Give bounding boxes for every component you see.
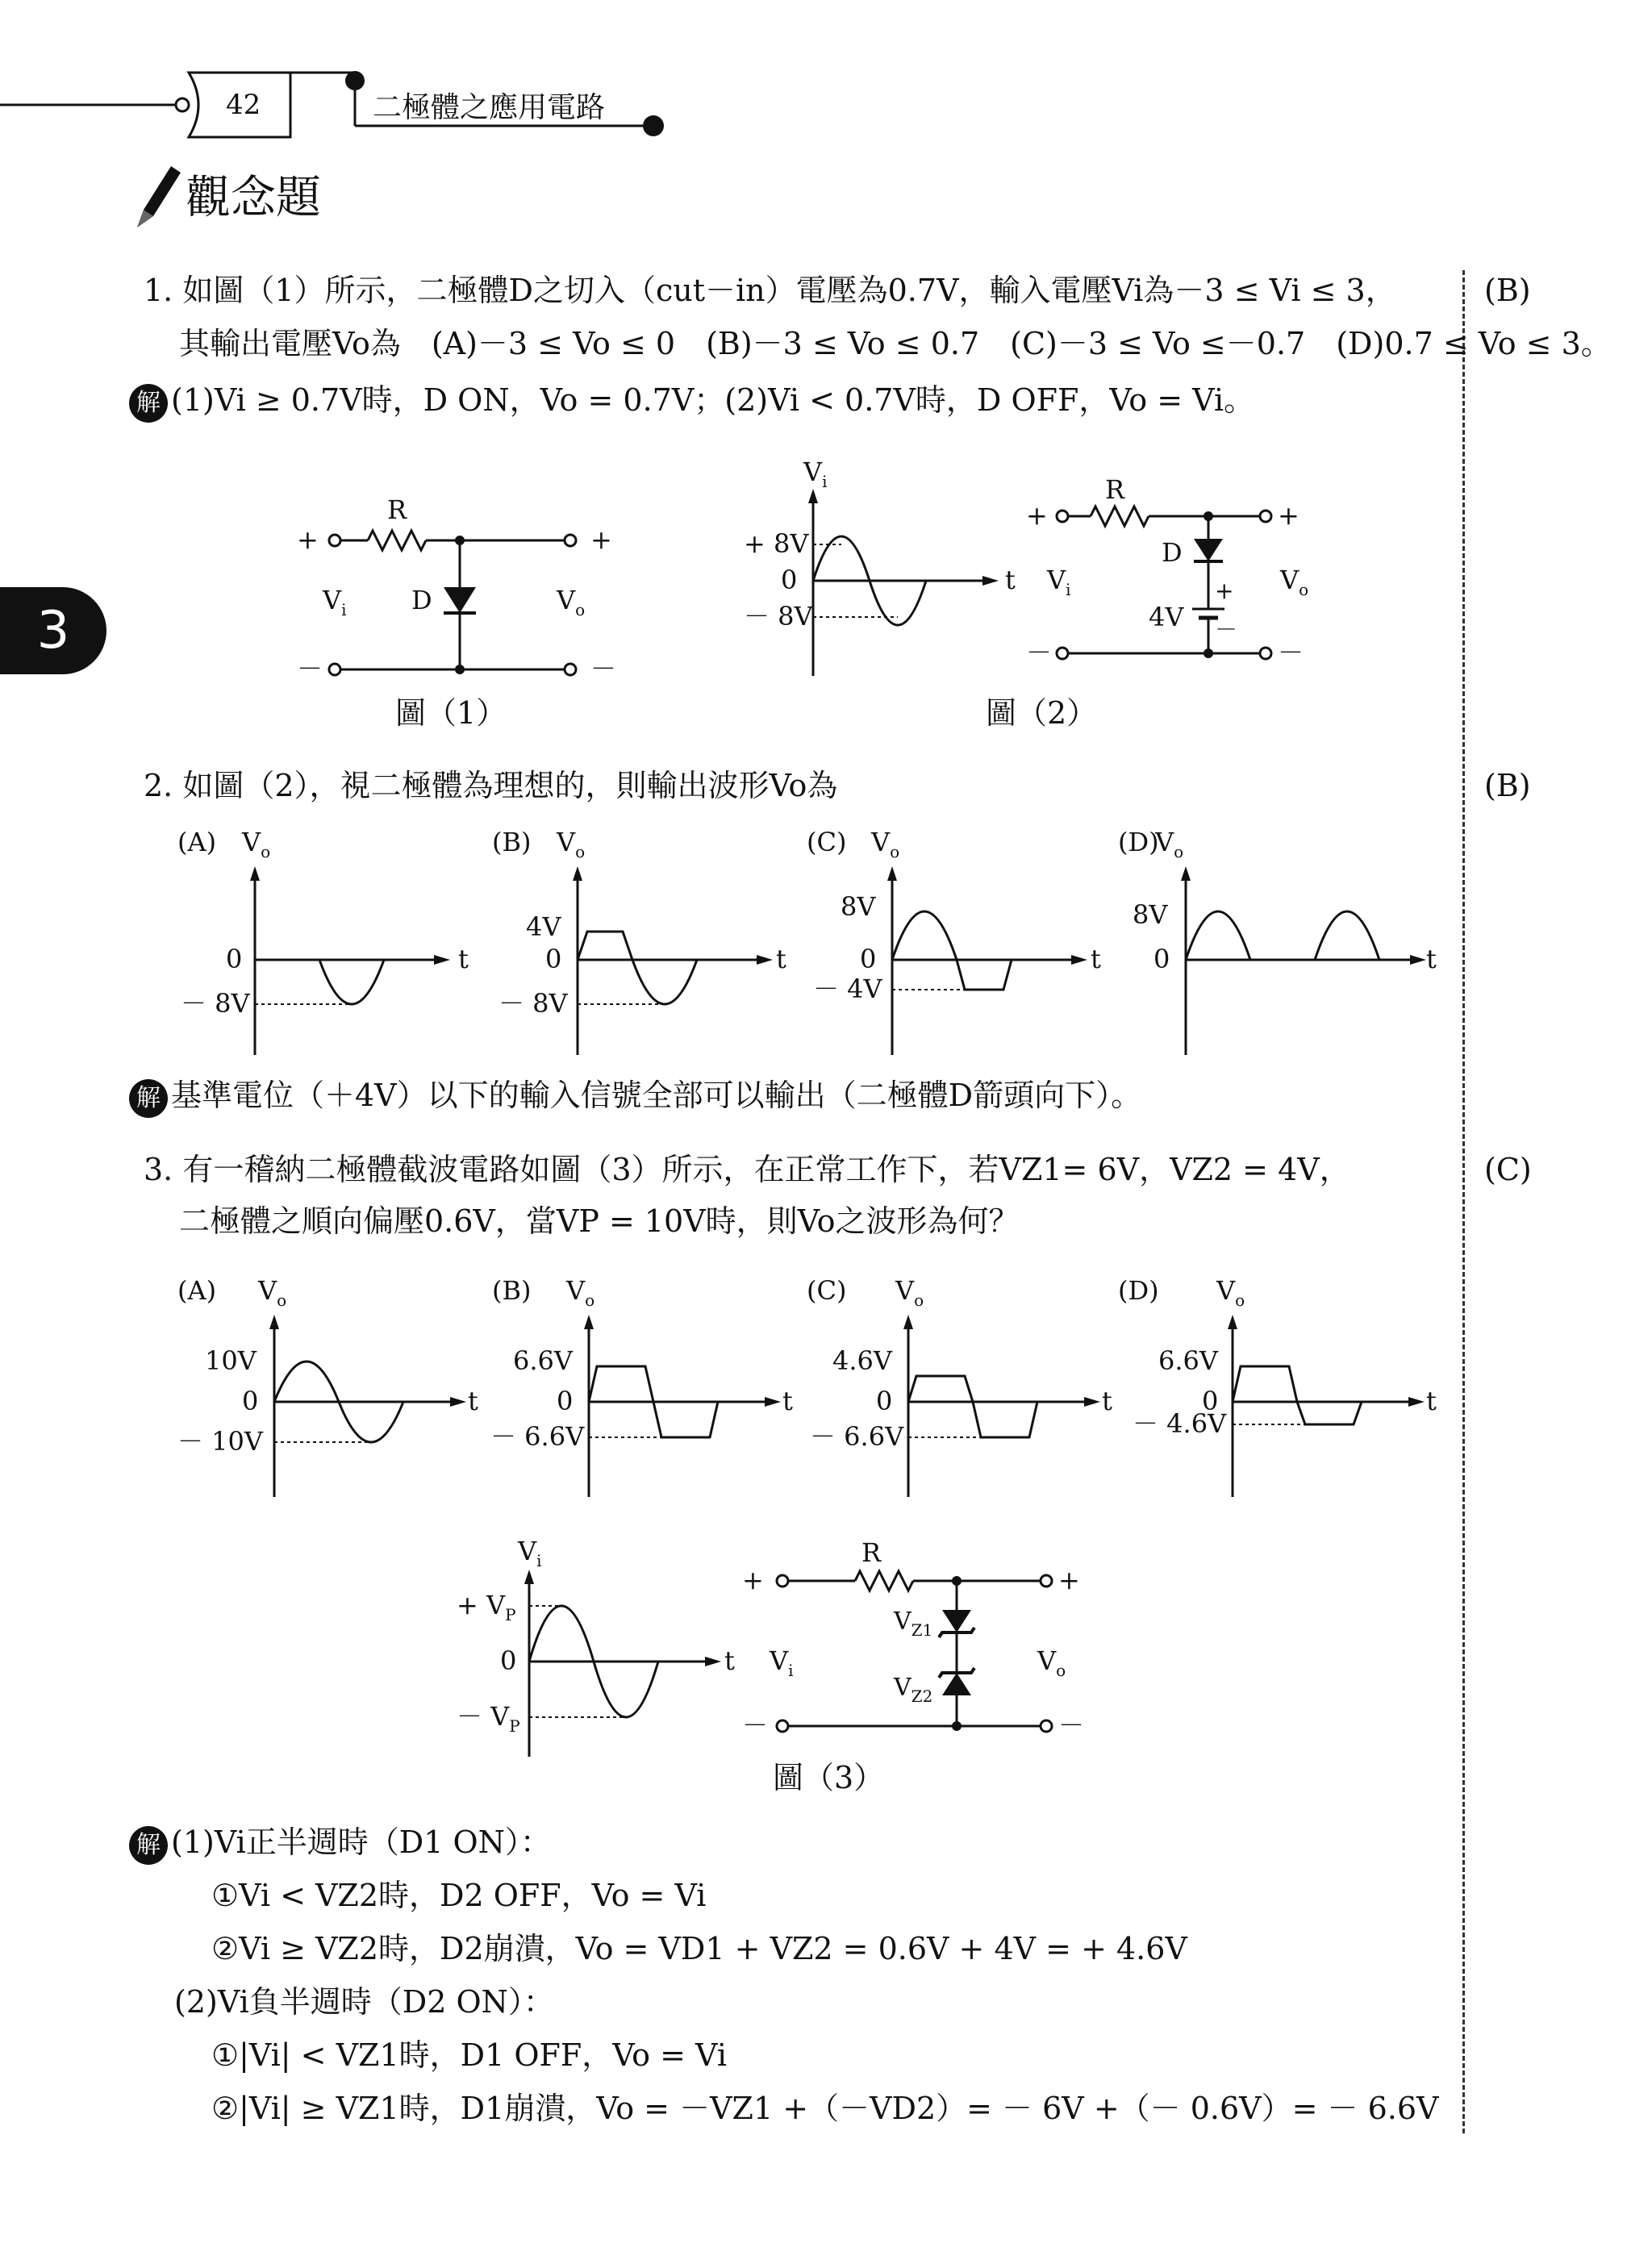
svg-text:R: R xyxy=(1105,474,1125,505)
svg-text:Vi: $V_i$ xyxy=(518,1536,542,1570)
q3-solution-text-1: (1)Vi正半週時（D1 ON）： xyxy=(171,1824,551,1860)
svg-text:Vo: $V_o$ xyxy=(871,827,900,861)
svg-text:t: t xyxy=(724,1645,735,1676)
q2-line1: 2. 如圖（2），視二極體為理想的，則輸出波形Vo為 xyxy=(144,768,838,803)
svg-text:t: t xyxy=(1426,944,1437,974)
q1-line2: 其輸出電壓Vo為 (A)－3 ≤ Vo ≤ 0 (B)－3 ≤ Vo ≤ 0.7 (C)－3 ≤ Vo ≤－0.7 (D)0.7 ≤ Vo ≤ 3。 xyxy=(179,326,1612,361)
svg-text:R: R xyxy=(387,494,407,525)
solution-badge: 解 xyxy=(129,1079,168,1118)
q3-solution-line3: ②Vi ≥ VZ2時，D2崩潰，Vo = VD1 + VZ2 = 0.6V + 4V = + 4.6V xyxy=(211,1931,1187,1966)
figure-2-caption: 圖（2） xyxy=(986,695,1098,731)
svg-text:0: 0 xyxy=(557,1386,574,1416)
svg-text:－ 8V: － 8V xyxy=(181,988,250,1019)
svg-text:－: － xyxy=(742,1710,769,1741)
svg-text:t: t xyxy=(782,1386,793,1416)
svg-text:t: t xyxy=(1102,1386,1112,1416)
svg-text:－: － xyxy=(297,653,323,684)
q1-solution xyxy=(129,382,1254,423)
q3-option-c-waveform xyxy=(799,1263,1113,1505)
svg-text:Vi: $V_i$ xyxy=(803,457,828,491)
q3-solution-line4: (2)Vi負半週時（D2 ON）： xyxy=(174,1984,554,2020)
svg-text:t: t xyxy=(468,1386,478,1416)
svg-text:t: t xyxy=(776,944,786,974)
svg-text:Vo: $V_o$ xyxy=(895,1275,924,1310)
svg-text:Vo: $V_o$ xyxy=(557,585,586,619)
solution-badge: 解 xyxy=(129,384,168,423)
svg-text:(B): (B) xyxy=(492,1275,532,1306)
figure-2-circuit xyxy=(1018,476,1316,678)
chapter-title: 二極體之應用電路 xyxy=(373,91,606,124)
svg-text:+: + xyxy=(297,524,319,555)
svg-text:+: + xyxy=(590,524,612,555)
svg-text:0: 0 xyxy=(781,565,798,595)
svg-text:0: 0 xyxy=(242,1386,259,1416)
svg-text:4V: 4V xyxy=(1149,602,1184,632)
q2-option-d-waveform xyxy=(1113,815,1452,1057)
svg-text:(D): (D) xyxy=(1118,1275,1159,1306)
q2-option-c-waveform xyxy=(799,815,1105,1057)
svg-text:0: 0 xyxy=(500,1645,517,1676)
answer-separator xyxy=(1462,270,1465,2133)
svg-text:0: 0 xyxy=(860,944,877,974)
q3-solution-line6: ②|Vi| ≥ VZ1時，D1崩潰，Vo = －VZ1 +（－VD2）= － 6V +（－ 0.6V）= － 6.6V xyxy=(211,2091,1439,2126)
svg-text:D: D xyxy=(1162,537,1183,568)
q1-solution-text: (1)Vi ≥ 0.7V時，D ON，Vo = 0.7V；(2)Vi < 0.7V時，D OFF，Vo = Vi。 xyxy=(171,382,1255,418)
svg-text:0: 0 xyxy=(1153,944,1170,974)
svg-text:+: + xyxy=(1026,500,1048,531)
svg-text:(C): (C) xyxy=(807,1275,847,1306)
pencil-icon xyxy=(129,161,186,234)
q2-answer: (B) xyxy=(1484,768,1531,803)
svg-text:+: + xyxy=(742,1565,764,1595)
svg-text:4V: 4V xyxy=(526,911,561,942)
svg-text:10V: 10V xyxy=(205,1345,257,1376)
q2-option-b-waveform xyxy=(484,815,791,1057)
svg-text:－: － xyxy=(1058,1710,1085,1741)
chapter-side-tab: 3 xyxy=(0,587,106,674)
q3-line2: 二極體之順向偏壓0.6V，當VP = 10V時，則Vo之波形為何？ xyxy=(179,1203,1020,1239)
svg-text:Vo: $V_o$ xyxy=(566,1275,595,1310)
q3-option-a-waveform xyxy=(169,1263,484,1505)
figure-1-circuit xyxy=(290,484,617,726)
svg-text:(A): (A) xyxy=(177,827,217,857)
svg-text:Vo: $V_o$ xyxy=(242,827,271,861)
q3-solution-line1 xyxy=(129,1824,551,1865)
svg-text:0: 0 xyxy=(545,944,562,974)
svg-text:－ 4V: － 4V xyxy=(813,974,882,1004)
svg-text:+: + xyxy=(1278,500,1299,531)
svg-text:－ 10V: － 10V xyxy=(177,1426,264,1457)
svg-text:8V: 8V xyxy=(1133,899,1168,930)
svg-text:Vo: $V_o$ xyxy=(1037,1645,1066,1680)
svg-text:R: R xyxy=(861,1537,882,1568)
svg-text:(C): (C) xyxy=(807,827,847,857)
figure-3-input-waveform xyxy=(448,1531,739,1765)
figure-3-circuit xyxy=(734,1528,1089,1753)
svg-text:VZ2: $V_{Z2}$ xyxy=(894,1674,933,1706)
svg-text:Vo: $V_o$ xyxy=(557,827,586,861)
svg-text:Vi: $V_i$ xyxy=(1047,565,1071,599)
svg-text:－: － xyxy=(1215,616,1238,643)
q2-option-a-waveform xyxy=(169,815,476,1057)
q3-solution-line5: ①|Vi| < VZ1時，D1 OFF，Vo = Vi xyxy=(211,2037,727,2073)
svg-text:－ 8V: － 8V xyxy=(744,601,813,632)
solution-badge: 解 xyxy=(129,1826,168,1865)
svg-text:Vo: $V_o$ xyxy=(1155,827,1184,861)
svg-text:(D): (D) xyxy=(1118,827,1159,857)
svg-text:Vo: $V_o$ xyxy=(1280,565,1309,599)
svg-text:－: － xyxy=(1026,637,1053,668)
svg-text:0: 0 xyxy=(226,944,243,974)
svg-text:VZ1: $V_{Z1}$ xyxy=(894,1607,933,1640)
svg-text:－ VP: － $V_P$ xyxy=(457,1701,520,1736)
q3-option-d-waveform xyxy=(1113,1263,1452,1505)
section-title: 觀念題 xyxy=(186,172,321,224)
svg-text:0: 0 xyxy=(876,1386,893,1416)
svg-text:+: + xyxy=(1058,1565,1080,1595)
svg-text:t: t xyxy=(1091,944,1101,974)
figure-3-caption: 圖（3） xyxy=(773,1760,885,1795)
svg-text:+: + xyxy=(1215,578,1234,604)
svg-text:6.6V: 6.6V xyxy=(1158,1345,1218,1376)
svg-text:t: t xyxy=(1426,1386,1437,1416)
figure-1-caption: 圖（1） xyxy=(395,695,507,731)
svg-text:－ 6.6V: － 6.6V xyxy=(810,1421,904,1452)
svg-text:Vo: $V_o$ xyxy=(1216,1275,1245,1310)
svg-text:t: t xyxy=(458,944,469,974)
svg-text:(A): (A) xyxy=(177,1275,217,1306)
svg-text:+ 8V: + 8V xyxy=(744,528,809,559)
svg-text:Vo: $V_o$ xyxy=(258,1275,287,1310)
svg-text:t: t xyxy=(1005,565,1016,595)
q1-answer: (B) xyxy=(1484,273,1531,308)
q2-solution-text: 基準電位（＋4V）以下的輸入信號全部可以輸出（二極體D箭頭向下）。 xyxy=(171,1078,1142,1113)
q1-line1: 1. 如圖（1）所示，二極體D之切入（cut－in）電壓為0.7V，輸入電壓Vi為－3 ≤ Vi ≤ 3， xyxy=(144,273,1396,308)
q2-solution xyxy=(129,1078,1141,1118)
svg-text:－: － xyxy=(590,653,617,684)
svg-text:6.6V: 6.6V xyxy=(513,1345,573,1376)
svg-text:Vi: $V_i$ xyxy=(770,1645,794,1680)
svg-text:－ 4.6V: － 4.6V xyxy=(1133,1408,1227,1439)
svg-text:4.6V: 4.6V xyxy=(832,1345,892,1376)
svg-text:0: 0 xyxy=(1202,1386,1219,1416)
svg-text:+ VP: + $V_P$ xyxy=(457,1590,516,1624)
svg-text:－ 6.6V: － 6.6V xyxy=(490,1421,585,1452)
svg-text:8V: 8V xyxy=(841,891,876,922)
q3-solution-line2: ①Vi < VZ2時，D2 OFF，Vo = Vi xyxy=(211,1878,707,1913)
svg-text:Vi: $V_i$ xyxy=(323,585,347,619)
q3-option-b-waveform xyxy=(484,1263,799,1505)
svg-text:D: D xyxy=(411,585,432,615)
svg-text:－ 8V: － 8V xyxy=(499,988,568,1019)
q3-answer: (C) xyxy=(1484,1152,1532,1187)
page-number: 42 xyxy=(226,89,261,121)
svg-text:－: － xyxy=(1278,637,1304,668)
svg-text:(B): (B) xyxy=(492,827,532,857)
q3-line1: 3. 有一稽納二極體截波電路如圖（3）所示，在正常工作下，若VZ1= 6V，VZ2 = 4V， xyxy=(144,1152,1350,1187)
figure-2-input-waveform xyxy=(726,450,1024,684)
